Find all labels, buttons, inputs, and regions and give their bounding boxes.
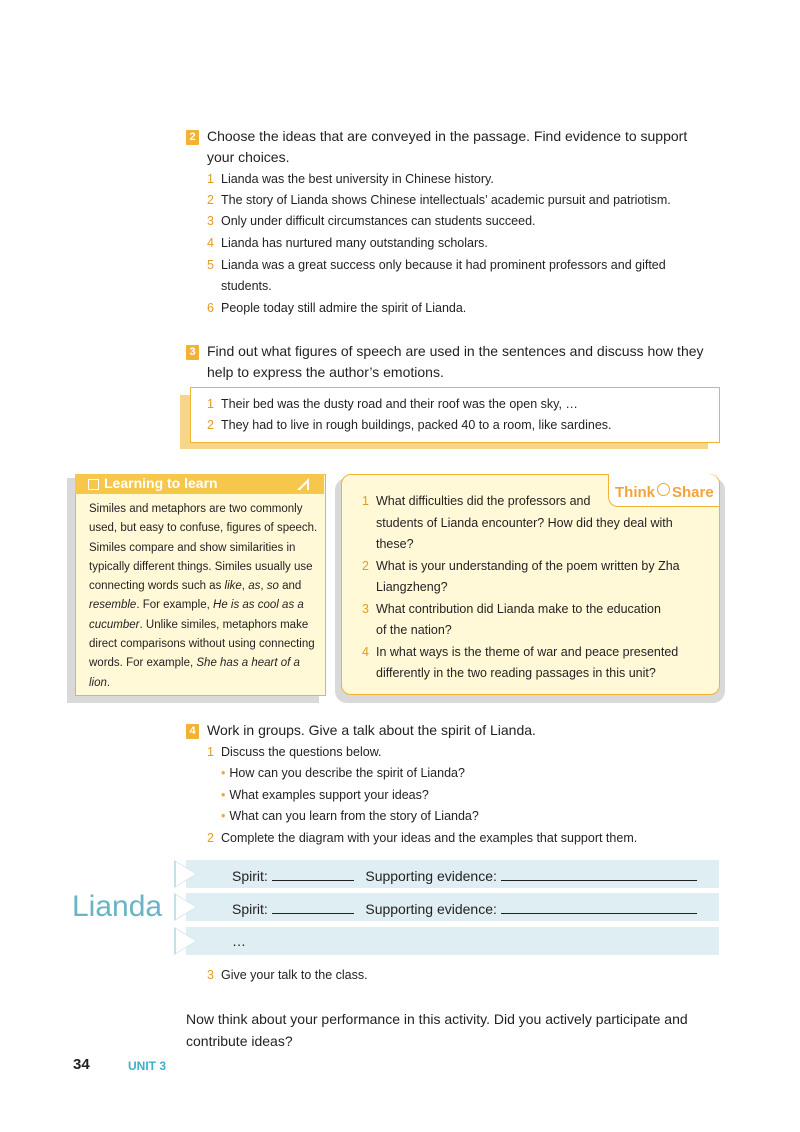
learning-to-learn-title: Learning to learn (104, 475, 218, 491)
activity-heading-cont: help to express the author’s emotions. (207, 364, 444, 380)
bullet-item: • What can you learn from the story of Lianda? (221, 809, 479, 823)
list-item: 2 The story of Lianda shows Chinese intellectuals’ academic pursuit and patriotism. (207, 193, 671, 207)
arrow-icon (176, 862, 196, 886)
activity-heading: Choose the ideas that are conveyed in the passage. Find evidence to support (207, 128, 688, 144)
diagram-row-text: Spirit: Supporting evidence: (232, 866, 697, 884)
corner-triangle-inner (300, 483, 307, 490)
question-item: 1 What difficulties did the professors and (362, 494, 591, 508)
question-item-cont: students of Lianda encounter? How did they deal with (376, 516, 673, 530)
list-item: 6 People today still admire the spirit of Lianda. (207, 301, 467, 315)
diagram-row-text: Spirit: Supporting evidence: (232, 899, 697, 917)
list-item: 1 Lianda was the best university in Chinese history. (207, 172, 494, 186)
checkbox-icon (88, 479, 99, 490)
bullet-item: • What examples support your ideas? (221, 788, 429, 802)
unit-label: UNIT 3 (128, 1059, 167, 1073)
activity-number-badge: 3 (186, 345, 199, 360)
page-number: 34 (73, 1056, 90, 1073)
diagram-row-ellipsis: … (232, 933, 246, 949)
activity-number-badge: 4 (186, 724, 199, 739)
list-item: 5 Lianda was a great success only because it had prominent professors and gifted (207, 258, 666, 272)
lightbulb-icon (657, 483, 670, 496)
question-item-cont: of the nation? (376, 623, 452, 637)
think-share-title: Think Share (615, 484, 714, 501)
question-item-cont: Liangzheng? (376, 580, 448, 594)
diagram-center-label: Lianda (72, 890, 163, 923)
question-item-cont: differently in the two reading passages in this unit? (376, 666, 656, 680)
bullet-item: • How can you describe the spirit of Lianda? (221, 766, 465, 780)
diagram-row (186, 927, 719, 955)
question-item-cont: these? (376, 537, 414, 551)
activity-number-badge: 2 (186, 130, 199, 145)
list-item: 4 Lianda has nurtured many outstanding scholars. (207, 236, 488, 250)
question-item: 4 In what ways is the theme of war and peace presented (362, 645, 679, 659)
list-item-cont: students. (221, 279, 272, 293)
step-item: 3 Give your talk to the class. (207, 968, 368, 982)
learning-to-learn-text: Similes and metaphors are two commonly used, but easy to confuse, figures of speech. Similes compare and show similarities in typically different things. Similes usually use connecting words such as like, as, so and resemble. For example, He is as cool as a cucumber. Unlike similes, metaphors make direct comparisons without using connecting words. For example, She has a heart of a lion. (89, 503, 318, 689)
list-item: 2 They had to live in rough buildings, packed 40 to a room, like sardines. (207, 418, 612, 432)
arrow-icon (176, 929, 196, 953)
list-item: 1 Their bed was the dusty road and their roof was the open sky, … (207, 397, 578, 411)
reflection-text: Now think about your performance in this activity. Did you actively participate and contribute ideas? (186, 1011, 688, 1049)
arrow-icon (176, 895, 196, 919)
list-item: 3 Only under difficult circumstances can students succeed. (207, 214, 536, 228)
step-item: 2 Complete the diagram with your ideas and the examples that support them. (207, 831, 638, 845)
question-item: 3 What contribution did Lianda make to the education (362, 602, 661, 616)
activity-heading: Work in groups. Give a talk about the spirit of Lianda. (207, 722, 536, 738)
question-item: 2 What is your understanding of the poem written by Zha (362, 559, 680, 573)
activity-heading: Find out what figures of speech are used in the sentences and discuss how they (207, 343, 704, 359)
step-item: 1 Discuss the questions below. (207, 745, 382, 759)
activity-heading-cont: your choices. (207, 149, 290, 165)
